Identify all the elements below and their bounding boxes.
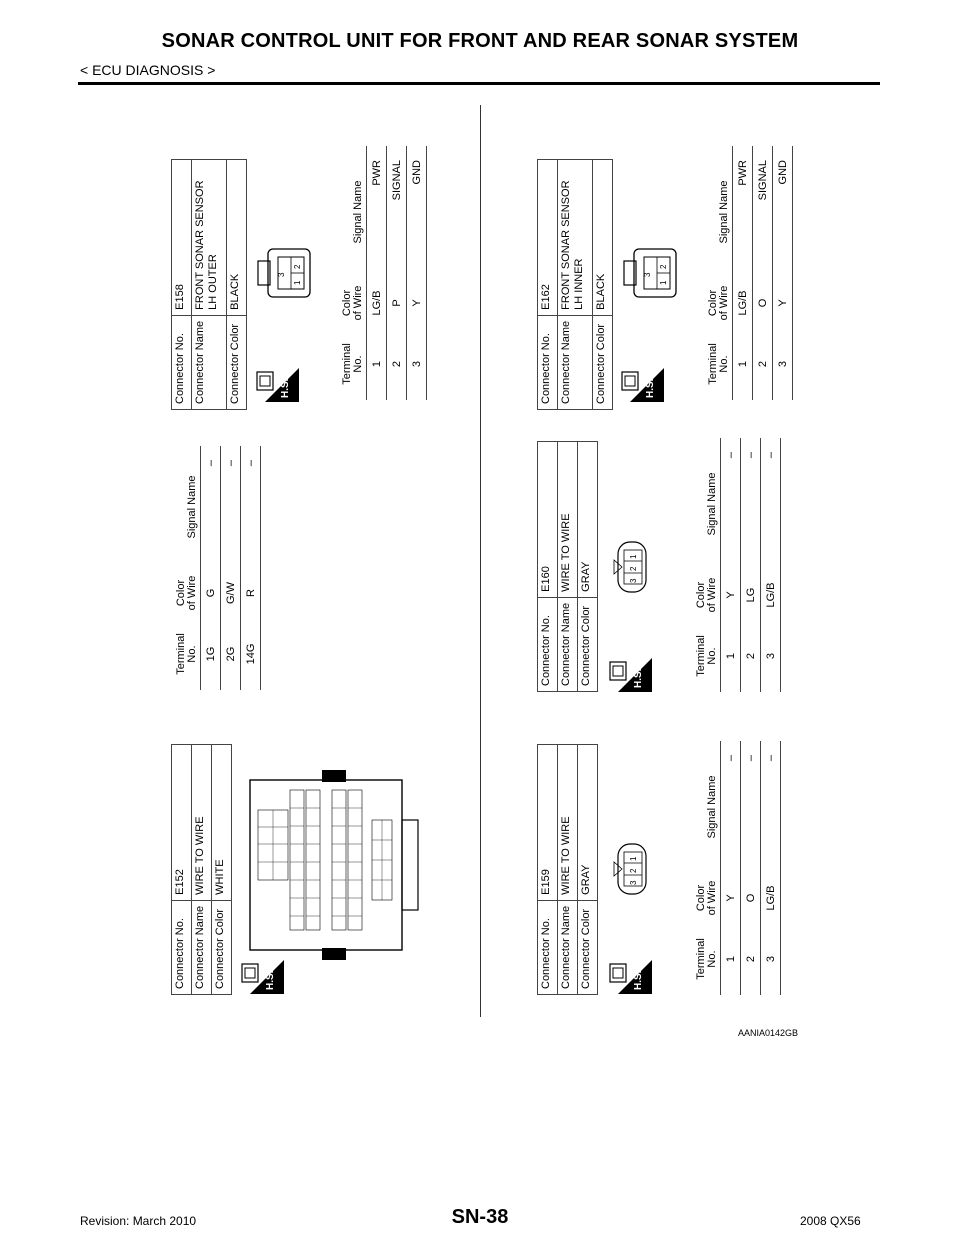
column-divider xyxy=(480,105,481,1017)
e160-color: GRAY xyxy=(578,441,598,597)
table-row: 3 LG/B – xyxy=(761,438,781,692)
col-signal-name: Signal Name xyxy=(170,446,201,568)
svg-text:3: 3 xyxy=(629,880,638,885)
e160-terminal-table: Terminal No. Color of Wire Signal Name 1 Y – 2 LG – 3 LG/B – xyxy=(690,438,781,692)
svg-text:2: 2 xyxy=(293,264,302,269)
figure-id: AANIA0142GB xyxy=(738,1028,799,1038)
e160-connector-diagram xyxy=(612,538,652,601)
e158-info-table: Connector No. E158 Connector Name FRONT SONAR SENSOR LH OUTER Connector Color BLACK xyxy=(171,159,247,410)
e158-number: E158 xyxy=(172,159,192,315)
e162-color: BLACK xyxy=(593,159,613,315)
table-row: 2 O – xyxy=(741,741,761,995)
label-connector-no: Connector No. xyxy=(172,900,192,994)
e159-connector-diagram xyxy=(612,840,652,903)
e160-info-table: Connector No. E160 Connector Name WIRE TO WIRE Connector Color GRAY xyxy=(537,441,598,692)
e159-terminal-table: Terminal No. Color of Wire Signal Name 1 Y – 2 O – 3 LG/B – xyxy=(690,741,781,995)
table-row: 3 Y GND xyxy=(407,146,427,400)
label-connector-color: Connector Color xyxy=(212,900,232,994)
table-row: 1 LG/B PWR xyxy=(733,146,753,400)
table-row: 2G G/W – xyxy=(221,446,241,690)
svg-text:H.S.: H.S. xyxy=(265,970,276,990)
table-row: 1G G – xyxy=(201,446,221,690)
footer-model: 2008 QX56 xyxy=(800,1214,861,1228)
section-breadcrumb: < ECU DIAGNOSIS > xyxy=(80,62,216,78)
footer-page-number: SN-38 xyxy=(451,1206,509,1228)
table-row: 2 LG – xyxy=(741,438,761,692)
svg-text:H.S.: H.S. xyxy=(280,378,291,398)
col-wire-color: Color of Wire xyxy=(170,568,201,618)
svg-text:1: 1 xyxy=(659,280,668,285)
col-terminal-no: Terminal No. xyxy=(170,618,201,690)
svg-text:H.S.: H.S. xyxy=(633,668,644,688)
e152-connector-diagram xyxy=(242,770,422,960)
e159-name: WIRE TO WIRE xyxy=(558,744,578,900)
e152-number: E152 xyxy=(172,744,192,900)
e159-number: E159 xyxy=(538,744,558,900)
hs-icon xyxy=(255,358,299,402)
e159-info-table: Connector No. E159 Connector Name WIRE TO WIRE Connector Color GRAY xyxy=(537,744,598,995)
e162-info-table: Connector No. E162 Connector Name FRONT SONAR SENSOR LH INNER Connector Color BLACK xyxy=(537,159,613,410)
table-row: 3 Y GND xyxy=(773,146,793,400)
e162-connector-diagram xyxy=(622,245,682,306)
e158-name: FRONT SONAR SENSOR LH OUTER xyxy=(192,159,227,315)
e158-connector-diagram xyxy=(256,245,316,306)
table-row: 14G R – xyxy=(241,446,261,690)
footer-revision: Revision: March 2010 xyxy=(80,1214,197,1228)
table-row: 2 P SIGNAL xyxy=(387,146,407,400)
e159-color: GRAY xyxy=(578,744,598,900)
header-rule xyxy=(78,82,880,85)
svg-text:H.S.: H.S. xyxy=(633,970,644,990)
e158-terminal-table: Terminal No. Color of Wire Signal Name 1 LG/B PWR 2 P SIGNAL 3 Y GND xyxy=(336,146,427,400)
e160-name: WIRE TO WIRE xyxy=(558,441,578,597)
e158-color: BLACK xyxy=(227,159,247,315)
svg-text:1: 1 xyxy=(629,856,638,861)
table-row: 2 O SIGNAL xyxy=(753,146,773,400)
svg-text:2: 2 xyxy=(629,868,638,873)
svg-text:H.S.: H.S. xyxy=(645,378,656,398)
table-row: 1 Y – xyxy=(721,438,741,692)
e152-name: WIRE TO WIRE xyxy=(192,744,212,900)
e160-number: E160 xyxy=(538,441,558,597)
table-row: 3 LG/B – xyxy=(761,741,781,995)
page-title: SONAR CONTROL UNIT FOR FRONT AND REAR SONAR SYSTEM xyxy=(161,30,799,52)
e152-color: WHITE xyxy=(212,744,232,900)
e152-terminal-table xyxy=(170,446,261,690)
table-row: 1 Y – xyxy=(721,741,741,995)
hs-icon xyxy=(608,648,652,692)
e162-terminal-table: Terminal No. Color of Wire Signal Name 1 LG/B PWR 2 O SIGNAL 3 Y GND xyxy=(702,146,793,400)
svg-text:2: 2 xyxy=(659,264,668,269)
e162-number: E162 xyxy=(538,159,558,315)
svg-text:2: 2 xyxy=(629,566,638,571)
table-row: 1 LG/B PWR xyxy=(367,146,387,400)
label-connector-name: Connector Name xyxy=(192,900,212,994)
svg-text:3: 3 xyxy=(629,578,638,583)
svg-text:3: 3 xyxy=(643,272,652,277)
e162-name: FRONT SONAR SENSOR LH INNER xyxy=(558,159,593,315)
hs-icon xyxy=(608,950,652,994)
hs-icon xyxy=(620,358,664,402)
svg-text:1: 1 xyxy=(629,554,638,559)
svg-text:1: 1 xyxy=(293,280,302,285)
svg-text:3: 3 xyxy=(277,272,286,277)
e152-info-table xyxy=(171,744,232,995)
